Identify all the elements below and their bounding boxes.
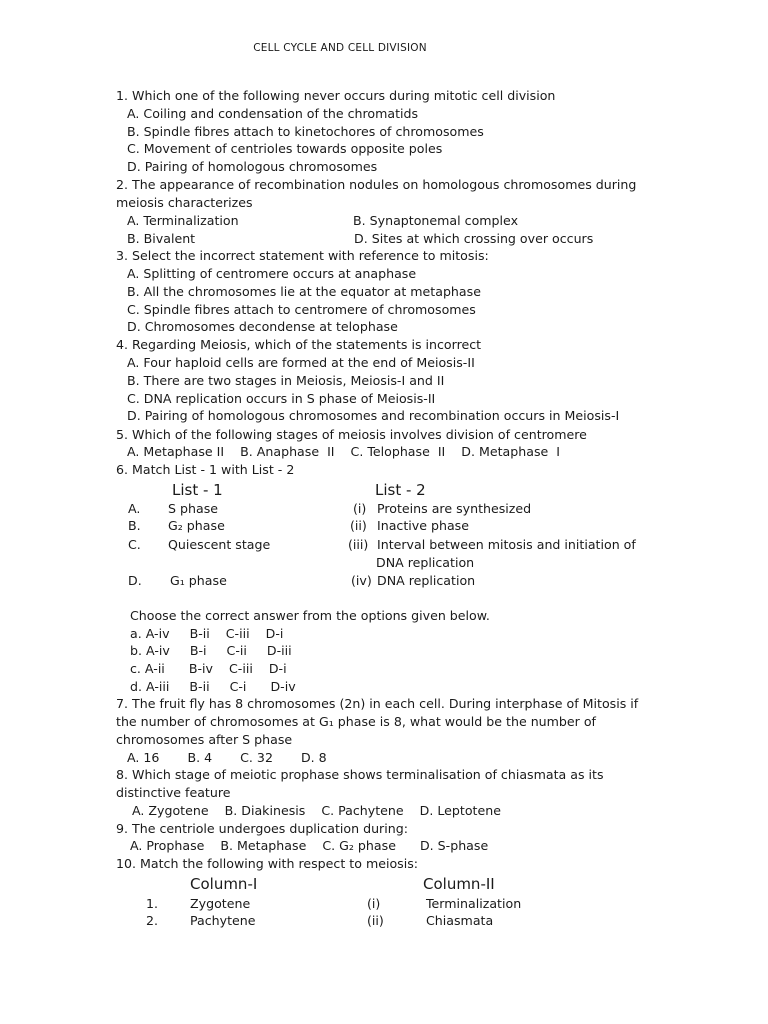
q6-answer-c: c. A-ii B-iv C-iii D-i: [130, 661, 287, 676]
q3-option-b: B. All the chromosomes lie at the equator at metaphase: [127, 284, 481, 299]
q2-option-a: A. Terminalization: [127, 213, 239, 228]
q6-row-a-key: A.: [128, 501, 141, 516]
q1-option-c: C. Movement of centrioles towards opposite poles: [127, 141, 443, 156]
q1-option-a: A. Coiling and condensation of the chromatids: [127, 106, 419, 121]
q10-column2-header: Column-II: [423, 875, 495, 893]
q6-row-b-value: G₂ phase: [168, 518, 225, 533]
q6-row-iv-value: DNA replication: [377, 573, 476, 588]
q2-stem-line1: 2. The appearance of recombination nodules on homologous chromosomes during: [116, 177, 637, 192]
q9-stem: 9. The centriole undergoes duplication during:: [116, 821, 408, 836]
q10-row2-term: Pachytene: [190, 913, 256, 928]
q10-stem: 10. Match the following with respect to meiosis:: [116, 856, 419, 871]
q10-row1-key: (i): [367, 896, 381, 911]
q5-options: A. Metaphase II B. Anaphase II C. Telophase II D. Metaphase I: [127, 444, 560, 459]
q6-answer-a: a. A-iv B-ii C-iii D-i: [130, 626, 284, 641]
q8-options: A. Zygotene B. Diakinesis C. Pachytene D. Leptotene: [132, 803, 501, 818]
q6-list1-header: List - 1: [172, 481, 223, 499]
q3-option-d: D. Chromosomes decondense at telophase: [127, 319, 398, 334]
q6-row-i-value: Proteins are synthesized: [377, 501, 532, 516]
q2-option-d: D. Sites at which crossing over occurs: [354, 231, 594, 246]
q8-stem-line2: distinctive feature: [116, 785, 231, 800]
q10-row2-number: 2.: [146, 913, 159, 928]
q10-row1-term: Zygotene: [190, 896, 251, 911]
q4-option-d: D. Pairing of homologous chromosomes and recombination occurs in Meiosis-I: [127, 408, 620, 423]
q3-option-a: A. Splitting of centromere occurs at anaphase: [127, 266, 417, 281]
q5-stem: 5. Which of the following stages of meiosis involves division of centromere: [116, 427, 587, 442]
q4-stem: 4. Regarding Meiosis, which of the statements is incorrect: [116, 337, 482, 352]
q6-stem: 6. Match List - 1 with List - 2: [116, 462, 295, 477]
q6-answer-b: b. A-iv B-i C-ii D-iii: [130, 643, 292, 658]
q6-row-iii-value-cont: DNA replication: [376, 555, 475, 570]
q1-option-d: D. Pairing of homologous chromosomes: [127, 159, 378, 174]
page-title: CELL CYCLE AND CELL DIVISION: [253, 42, 427, 54]
q6-row-c-key: C.: [128, 537, 141, 552]
q6-row-ii-key: (ii): [350, 518, 367, 533]
q6-row-d-value: G₁ phase: [170, 573, 227, 588]
q6-row-c-value: Quiescent stage: [168, 537, 271, 552]
q7-stem-line2: the number of chromosomes at G₁ phase is 8, what would be the number of: [116, 714, 596, 729]
q10-row2-key: (ii): [367, 913, 384, 928]
q1-stem: 1. Which one of the following never occurs during mitotic cell division: [116, 88, 556, 103]
q4-option-b: B. There are two stages in Meiosis, Meiosis-I and II: [127, 373, 445, 388]
q10-row1-number: 1.: [146, 896, 159, 911]
q6-row-i-key: (i): [353, 501, 367, 516]
q6-row-iii-key: (iii): [348, 537, 369, 552]
q2-option-b: B. Synaptonemal complex: [353, 213, 519, 228]
q9-options: A. Prophase B. Metaphase C. G₂ phase D. S-phase: [130, 838, 489, 853]
q6-row-iii-value: Interval between mitosis and initiation of: [377, 537, 636, 552]
q6-answer-d: d. A-iii B-ii C-i D-iv: [130, 679, 296, 694]
q10-column1-header: Column-I: [190, 875, 258, 893]
q6-row-d-key: D.: [128, 573, 142, 588]
q10-row1-value: Terminalization: [426, 896, 522, 911]
q8-stem-line1: 8. Which stage of meiotic prophase shows terminalisation of chiasmata as its: [116, 767, 604, 782]
q2-stem-line2: meiosis characterizes: [116, 195, 253, 210]
q2-option-c: B. Bivalent: [127, 231, 196, 246]
q6-row-iv-key: (iv): [351, 573, 372, 588]
q4-option-c: C. DNA replication occurs in S phase of Meiosis-II: [127, 391, 436, 406]
q4-option-a: A. Four haploid cells are formed at the end of Meiosis-II: [127, 355, 475, 370]
q6-list2-header: List - 2: [375, 481, 426, 499]
q6-row-b-key: B.: [128, 518, 141, 533]
q7-stem-line3: chromosomes after S phase: [116, 732, 293, 747]
q1-option-b: B. Spindle fibres attach to kinetochores of chromosomes: [127, 124, 484, 139]
q6-instruction: Choose the correct answer from the options given below.: [130, 608, 490, 623]
q7-stem-line1: 7. The fruit fly has 8 chromosomes (2n) in each cell. During interphase of Mitosis if: [116, 696, 639, 711]
q3-option-c: C. Spindle fibres attach to centromere of chromosomes: [127, 302, 476, 317]
q3-stem: 3. Select the incorrect statement with reference to mitosis:: [116, 248, 489, 263]
q10-row2-value: Chiasmata: [426, 913, 494, 928]
q6-row-a-value: S phase: [168, 501, 218, 516]
q7-options: A. 16 B. 4 C. 32 D. 8: [127, 750, 327, 765]
q6-row-ii-value: Inactive phase: [377, 518, 469, 533]
